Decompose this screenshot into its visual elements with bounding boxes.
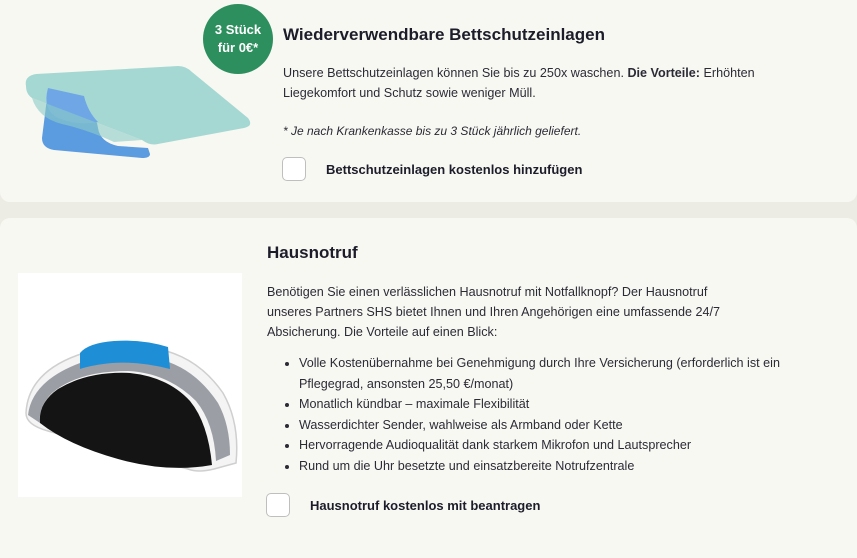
bed-pads-checkbox[interactable] (282, 157, 306, 181)
free-badge (203, 4, 273, 74)
bed-pads-text-before: Unsere Bettschutzeinlagen können Sie bis zu 250x waschen. (283, 66, 628, 80)
bed-pads-checkbox-label[interactable]: Bettschutzeinlagen kostenlos hinzufügen (326, 161, 583, 177)
emergency-call-title: Hausnotruf (267, 243, 358, 262)
emergency-call-checkbox-label[interactable]: Hausnotruf kostenlos mit beantragen (310, 497, 541, 513)
bed-pad-image (18, 58, 258, 168)
emergency-call-description: Benötigen Sie einen verlässlichen Hausnotruf mit Notfallknopf? Der Hausnotruf unseres Partners SHS bietet Ihnen und Ihren Angehörigen eine umfassende 24/7 Absicherung. Die Vorteile auf einen Blick: (267, 285, 720, 339)
emergency-call-benefits (275, 353, 819, 477)
benefit-item: • Hervorragende Audioqualität dank starkem Mikrofon und Lautsprecher (299, 435, 819, 456)
badge-line2: für 0€* (217, 40, 259, 55)
badge-line1: 3 Stück (214, 22, 262, 37)
benefit-item: • Monatlich kündbar – maximale Flexibilität (299, 394, 819, 415)
benefit-item: • Rund um die Uhr besetzte und einsatzbereite Notrufzentrale (299, 456, 819, 477)
bed-pads-footnote: * Je nach Krankenkasse bis zu 3 Stück jährlich geliefert. (283, 124, 582, 138)
emergency-call-checkbox-row[interactable] (266, 493, 540, 517)
bed-pads-text-after: Erhöhten Liegekomfort und Schutz sowie weniger Müll. (283, 66, 755, 100)
benefit-item: • Volle Kostenübernahme bei Genehmigung durch Ihre Versicherung (erforderlich ist ein Pflegegrad, ansonsten 25,50 €/monat) (299, 353, 819, 394)
bed-pads-text-bold: Die Vorteile: (627, 66, 701, 80)
benefit-item: • Wasserdichter Sender, wahlweise als Armband oder Kette (299, 415, 819, 436)
emergency-call-checkbox[interactable] (266, 493, 290, 517)
bed-pads-description (283, 63, 783, 103)
bed-pads-checkbox-row[interactable] (282, 157, 582, 181)
emergency-call-device-image (18, 273, 242, 497)
bed-pads-title: Wiederverwendbare Bettschutzeinlagen (283, 25, 605, 44)
